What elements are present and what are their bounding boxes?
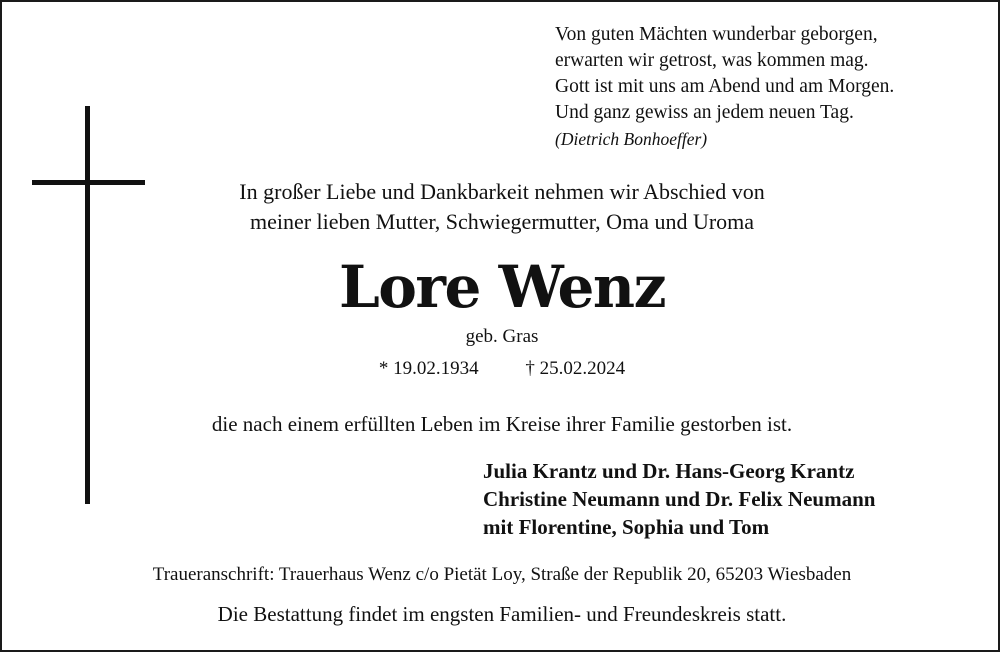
intro-text xyxy=(152,177,852,237)
family-line: Christine Neumann und Dr. Felix Neumann xyxy=(483,487,876,511)
intro-line: meiner lieben Mutter, Schwiegermutter, Oma und Uroma xyxy=(249,209,755,234)
intro-line: In großer Liebe und Dankbarkeit nehmen wir Abschied von xyxy=(239,179,765,204)
poem-author: (Dietrich Bonhoeffer) xyxy=(555,129,708,149)
poem-quote xyxy=(555,22,894,152)
deceased-name: Lore Wenz xyxy=(338,253,666,321)
family-line: Julia Krantz und Dr. Hans-Georg Krantz xyxy=(483,459,855,483)
poem-line: Gott ist mit uns am Abend und am Morgen. xyxy=(555,76,895,97)
cross-vertical-bar xyxy=(85,106,90,504)
mourning-address: Traueranschrift: Trauerhaus Wenz c/o Pietät Loy, Straße der Republik 20, 65203 Wiesbaden xyxy=(152,564,852,585)
family-signatures xyxy=(483,457,875,541)
family-line: mit Florentine, Sophia und Tom xyxy=(483,515,770,539)
life-dates xyxy=(252,357,752,381)
poem-line: Und ganz gewiss an jedem neuen Tag. xyxy=(555,102,854,123)
poem-line: erwarten wir getrost, was kommen mag. xyxy=(555,50,869,71)
birth-date: * 19.02.1934 xyxy=(378,358,479,379)
poem-line: Von guten Mächten wunderbar geborgen, xyxy=(555,24,878,45)
funeral-note: Die Bestattung findet im engsten Familien- und Freundeskreis statt. xyxy=(217,602,787,626)
death-date: † 25.02.2024 xyxy=(525,358,626,379)
cross-horizontal-bar xyxy=(32,180,145,185)
obituary-text: die nach einem erfüllten Leben im Kreise ihrer Familie gestorben ist. xyxy=(211,412,793,436)
maiden-name: geb. Gras xyxy=(465,326,539,347)
